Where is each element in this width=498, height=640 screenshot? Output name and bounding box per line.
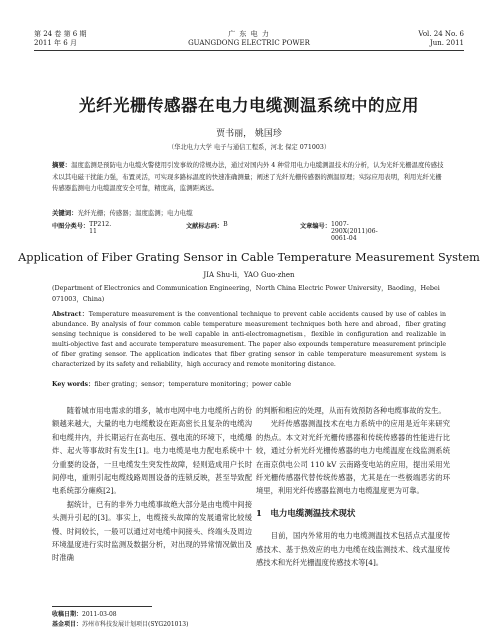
abstract-cn (52, 160, 446, 195)
doc-label: 文献标志码： (186, 223, 224, 230)
header-rule (34, 50, 464, 51)
abstract-en (52, 310, 446, 371)
issue-cn: 第 24 卷 第 6 期 (34, 30, 87, 38)
header-center (34, 30, 464, 48)
authors-cn: 贾书丽， 姚国珍 (216, 129, 282, 139)
date-cn: 2011 年 6 月 (34, 39, 77, 47)
keywords-en-label: Key words： (52, 381, 95, 388)
fund-label: 基金项目： (52, 621, 83, 628)
authors-en: JIA Shu-li，YAO Guo-zhen (203, 271, 295, 279)
keywords-en (52, 379, 446, 388)
fund-text: 苏州市科技发展计划项目(SYG201013) (82, 621, 189, 628)
footnote-rule (52, 606, 152, 607)
date-en: Jun. 2011 (429, 39, 464, 47)
paper-title-en: Application of Fiber Grating Sensor in Cable Temperature Measurement System (18, 251, 480, 264)
body-paragraph: 光纤传感器测温技术在电力系统中的应用是近年来研究的热点。本文对光纤光栅传感器和传统传感器的性能进行比较，通过分析光纤光栅传感器的电力电缆温度在线监测系统在南京供电公司 110 kV 云南路变电站的应用，提出采用光纤光栅传感器代替传统传感器，尤其是在一些极端恶劣的环境里，利用光纤传感器监测电力电缆温度更为可靠。 (256, 419, 450, 496)
abstract-cn-label: 摘要： (52, 161, 72, 169)
body-paragraph: 目前，国内外常用的电力电缆测温技术包括点式温度传感技术、基于热效应的电力电缆在线监测技术、线式温度传感技术和光纤光栅温度传感技术等[4]。 (256, 531, 450, 568)
abstract-cn-text: 温度监测是预防电力电缆火警使用引发事故的常规办法，通过对国内外 4 种常用电力电缆测温技术的分析，认为光纤光栅温度传感技术以其电磁干扰能力强，布置灵活，可实现多路标温度的快速准确测量；阐述了光纤光栅传感器的测温原理；实际应用表明，利用光纤光栅传感器监测电力电缆温度安全可靠，精度高，监测距离远。 (52, 161, 444, 193)
abstract-en-label: Abstract： (52, 311, 89, 318)
received-date: 2011-03-08 (82, 611, 117, 618)
footnote-received (52, 609, 117, 618)
paper-title-cn: 光纤光栅传感器在电力电缆测温系统中的应用 (79, 96, 419, 115)
journal-en: GUANGDONG ELECTRIC POWER (188, 39, 310, 47)
received-label: 收稿日期： (52, 611, 83, 618)
affiliation-en: (Department of Electronics and Communication Engineering，North China Electric Power University，Baoding，Hebei 071003，China) (52, 284, 440, 303)
body-column-left (52, 404, 252, 565)
header-right (418, 30, 464, 48)
abstract-en-text: Temperature measurement is the conventional technique to prevent cable accidents caused by use of cables in abundance. By analysis of four common cable temperature measurement techniques both here and abroad，fiber grating sensing technique is considered to be well capable in anti-electromagnetism，flexible in configuration and realizable in multi-objective fast and accurate temperature measurement. The paper also expounds temperature measurement principle of fiber grating sensor. The application indicates that fiber grating sensor in cable temperature measurement system is characterized by its safety and reliability，high accuracy and remote monitoring distance. (52, 311, 446, 369)
body-paragraph: 随着城市用电需求的增多，城市电网中电力电缆所占的份额越来越大，大量的电力电缆敷设在距高密长且复杂的电缆沟和电缆井内，并长期运行在高电压、强电流的环境下，电缆爆炸、起火等事故时有发生[1]。电力电缆是电力配电系统中十分重要的设备，一旦电缆发生突发性故障，轻则造成用户长时间停电，重则引起电缆线路周围设备的连锁反映，甚至导致配电系统部分瘫痪[2]。 (52, 406, 252, 496)
article-value: 1007-290X(2011)06-0061-04 (330, 221, 378, 242)
keywords-cn-text: 光纤光栅；传感器；温度监测；电力电缆 (77, 209, 193, 217)
section-heading: 1 电力电缆测温技术现状 (256, 508, 356, 519)
keywords-cn (52, 208, 446, 219)
affiliation-cn: （华北电力大学 电子与通信工程系，河北 保定 071003） (167, 144, 331, 151)
keywords-en-text: fiber grating；sensor；temperature monitoring；power cable (94, 381, 292, 388)
clc-label: 中图分类号： (52, 223, 90, 230)
body-paragraph: 的判断和相应的处理，从而有效预防各种电缆事故的发生。 (256, 406, 446, 415)
journal-cn: 广 东 电 力 (228, 30, 270, 38)
article-label: 文章编号： (300, 223, 331, 230)
footnote-fund (52, 619, 188, 628)
running-header (34, 30, 464, 50)
doc-value: B (223, 221, 228, 228)
clc-value: TP212. 11 (89, 221, 112, 235)
body-paragraph: 据统计，已有的非外力电缆事故绝大部分是由电缆中间接头测升引起的[3]。事实上，电缆接头故障的发展通常比较缓慢、时间较长，一般可以通过对电缆中间接头、终端头及周边环境温度进行实时监测及数据分析，对出现的异常情况做出及时准确 (52, 499, 252, 563)
classification-line (52, 221, 446, 242)
issue-en: Vol. 24 No. 6 (418, 30, 464, 38)
body-column-right (256, 404, 450, 569)
keywords-cn-label: 关键词： (52, 209, 78, 217)
